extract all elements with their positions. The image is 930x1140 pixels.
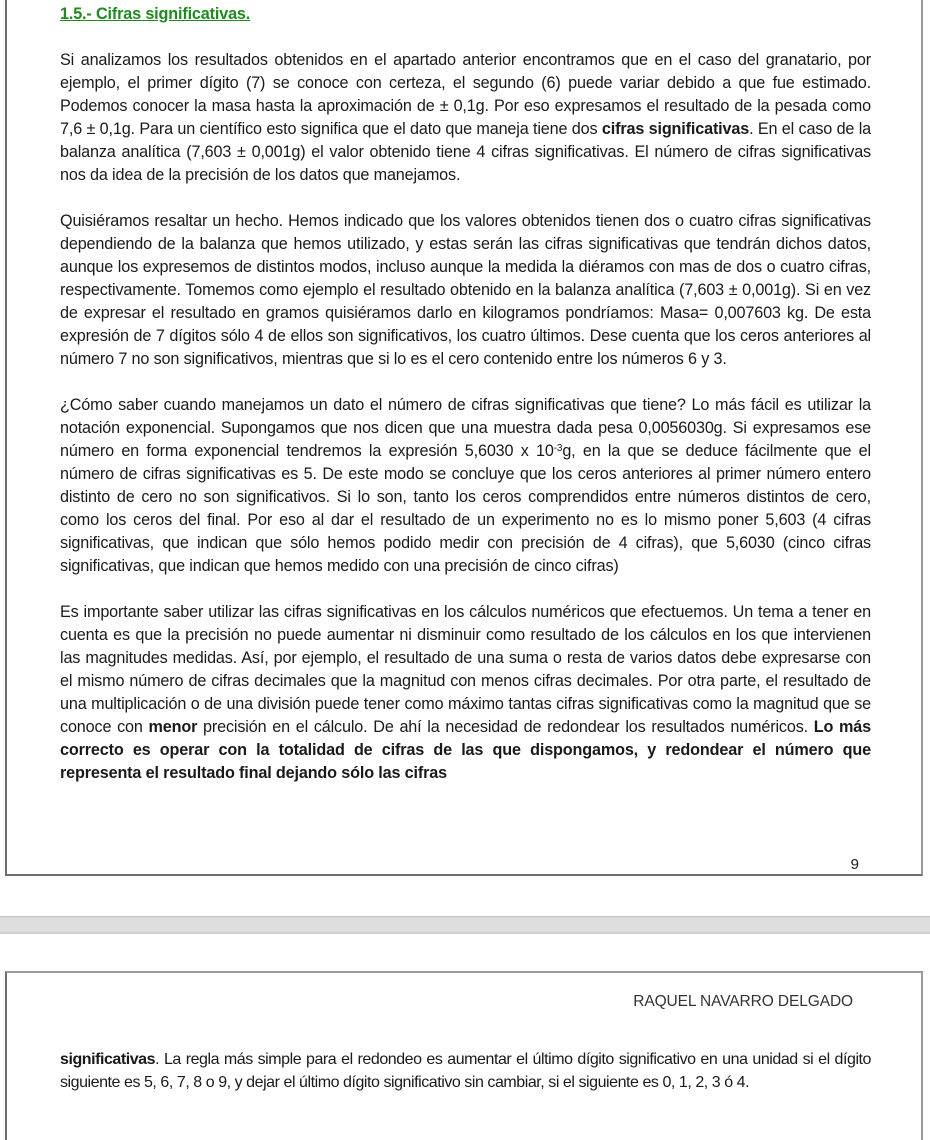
page-10 <box>5 971 923 1140</box>
paragraph-2 <box>60 210 871 371</box>
exponent-superscript: -3 <box>553 443 563 454</box>
text-segment: ¿Cómo saber cuando manejamos un dato el número de cifras significativas que tiene? Lo más fácil es utilizar la notación exponencial. Supongamos que nos dicen que una muestra dada pesa 0,0056030g. Si expresamos ese número en forma exponencial tendremos la expresión 5,6030 x 10 <box>60 396 871 460</box>
bold-term-cifras-significativas: cifras significativas <box>601 120 750 138</box>
page-9 <box>5 0 923 876</box>
paragraph-3 <box>60 394 871 578</box>
bold-emphasis-sentence: Lo más correcto es operar con la totalidad de cifras de las que dispongamos, y redondear el número que representa el resultado final dejando sólo las cifras <box>60 718 871 782</box>
text-segment: . La regla más simple para el redondeo es aumentar el último dígito significativo en una unidad si el dígito siguiente es 5, 6, 7, 8 o 9, y dejar el último dígito significativo sin cambiar, si el siguiente es 0, 1, 2, 3 ó 4. <box>60 1051 871 1091</box>
running-header-author: RAQUEL NAVARRO DELGADO <box>633 993 853 1010</box>
bold-term-significativas: significativas <box>60 1051 156 1068</box>
paragraph-4 <box>60 601 871 785</box>
text-segment: g, en la que se deduce fácilmente que el número de cifras significativas es 5. De este modo se concluye que los ceros anteriores al primer número entero distinto de cero no son significativos. Si lo son, tanto los ceros comprendidos entre números distintos de cero, como los ceros del final. Por eso al dar el resultado de un experimento no es lo mismo poner 5,603 (4 cifras significativas, que indican que sólo hemos podido medir con precisión de 4 cifras), que 5,6030 (cinco cifras significativas, que indican que hemos medido con una precisión de cinco cifras) <box>60 442 871 575</box>
text-segment: precisión en el cálculo. De ahí la necesidad de redondear los resultados numéricos. <box>197 718 814 736</box>
paragraph-continuation <box>60 1048 871 1094</box>
section-title: 1.5.- Cifras significativas. <box>60 5 251 23</box>
page-number: 9 <box>850 856 859 873</box>
text-segment: Es importante saber utilizar las cifras significativas en los cálculos numéricos que efectuemos. Un tema a tener en cuenta es que la precisión no puede aumentar ni disminuir como resultado de los cálculos en los que intervienen las magnitudes medidas. Así, por ejemplo, el resultado de una suma o resta de varios datos debe expresarse con el mismo número de cifras decimales que la magnitud con menos cifras decimales. Por otra parte, el resultado de una multiplicación o de una división puede tener como máximo tantas cifras significativas como la magnitud que se conoce con <box>60 603 871 736</box>
page-separator <box>0 916 930 934</box>
paragraph-1 <box>60 49 871 187</box>
text-segment: Quisiéramos resaltar un hecho. Hemos indicado que los valores obtenidos tienen dos o cuatro cifras significativas dependiendo de la balanza que hemos utilizado, y estas serán las cifras significativas que tendrán dichos datos, aunque los expresemos de distintos modos, incluso aunque la medida la diéramos con mas de dos o cuatro cifras, respectivamente. Tomemos como ejemplo el resultado obtenido en la balanza analítica (7,603 ± 0,001g). Si en vez de expresar el resultado en gramos quisiéramos darlo en kilogramos pondríamos: Masa= 0,007603 kg. De esta expresión de 7 dígitos sólo 4 de ellos son significativos, los cuatro últimos. Dese cuenta que los ceros anteriores al número 7 no son significativos, mientras que si lo es el cero contenido entre los números 6 y 3. <box>60 212 871 368</box>
page-content <box>60 3 871 785</box>
text-segment: Si analizamos los resultados obtenidos en el apartado anterior encontramos que en el caso del granatario, por ejemplo, el primer dígito (7) se conoce con certeza, el segundo (6) puede variar debido a que fue estimado. Podemos conocer la masa hasta la aproximación de ± 0,1g. Por eso expresamos el resultado de la pesada como 7,6 ± 0,1g. Para un científico esto significa que el dato que maneja tiene dos <box>60 51 871 138</box>
bold-term-menor: menor <box>148 718 198 736</box>
text-segment: . En el caso de la balanza analítica (7,603 ± 0,001g) el valor obtenido tiene 4 cifras significativas. El número de cifras significativas nos da idea de la precisión de los datos que manejamos. <box>60 120 872 184</box>
page-content <box>60 1048 871 1094</box>
